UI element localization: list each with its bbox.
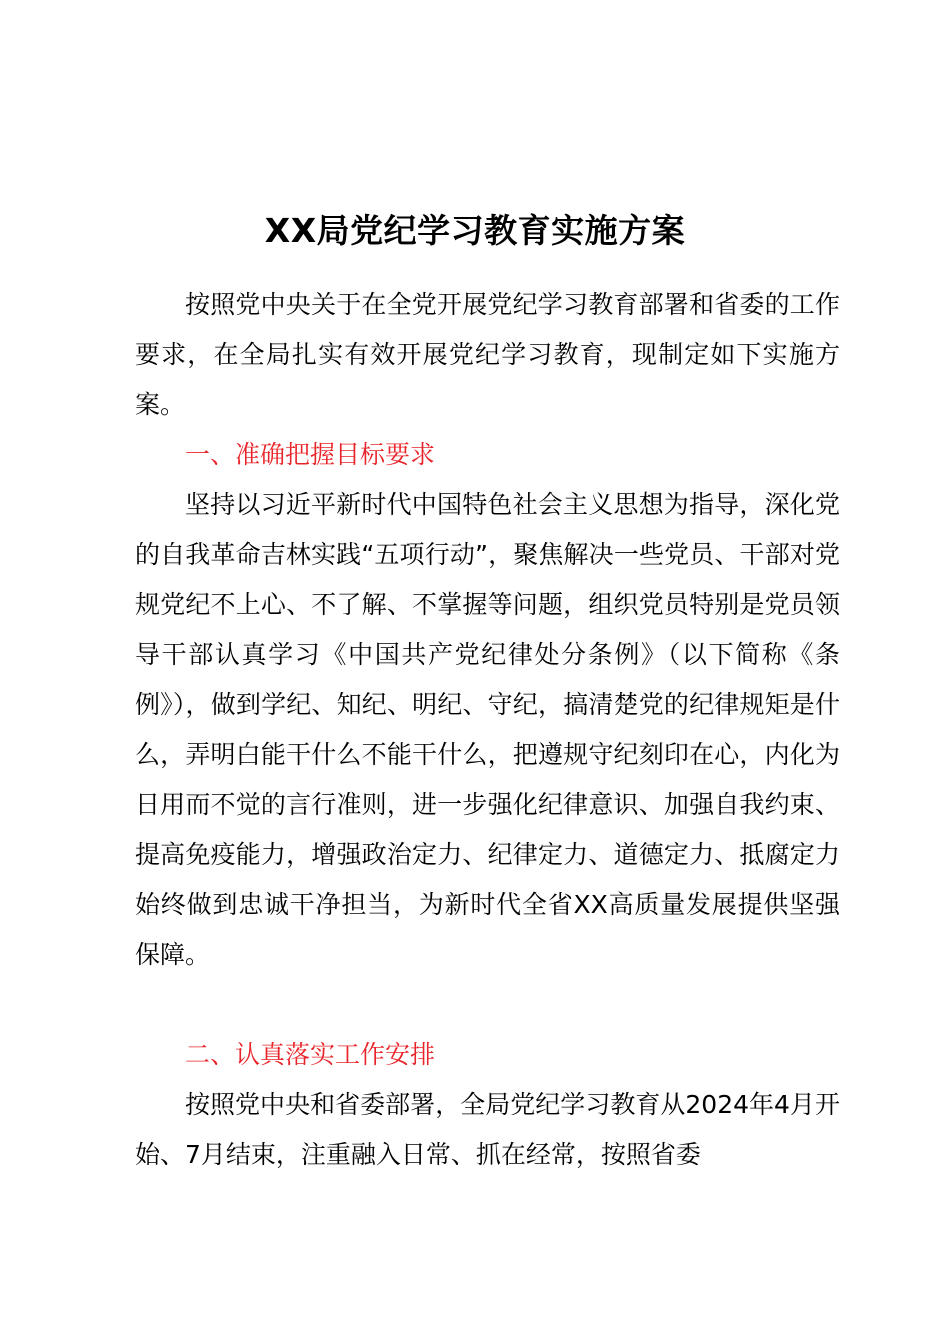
section-heading-1: 一、准确把握目标要求 — [185, 440, 436, 469]
intro-paragraph: 按照党中央关于在全党开展党纪学习教育部署和省委的工作要求，在全局扎实有效开展党纪学习教育，现制定如下实施方案。 — [135, 290, 840, 419]
section-heading-2: 二、认真落实工作安排 — [185, 1040, 436, 1069]
section-paragraph-2: 按照党中央和省委部署，全局党纪学习教育从2024年4月开始、7月结束，注重融入日常、抓在经常，按照省委 — [135, 1090, 840, 1169]
section-paragraph-1: 坚持以习近平新时代中国特色社会主义思想为指导，深化党的自我革命吉林实践“五项行动”，聚焦解决一些党员、干部对党规党纪不上心、不了解、不掌握等问题，组织党员特别是党员领导干部认真学习《中国共产党纪律处分条例》（以下简称《条例》），做到学纪、知纪、明纪、守纪，搞清楚党的纪律规矩是什么，弄明白能干什么不能干什么，把遵规守纪刻印在心，内化为日用而不觉的言行准则，进一步强化纪律意识、加强自我约束、提高免疫能力，增强政治定力、纪律定力、道德定力、抵腐定力始终做到忠诚干净担当，为新时代全省XX高质量发展提供坚强保障。 — [135, 490, 840, 969]
document-title: XX局党纪学习教育实施方案 — [264, 211, 686, 250]
